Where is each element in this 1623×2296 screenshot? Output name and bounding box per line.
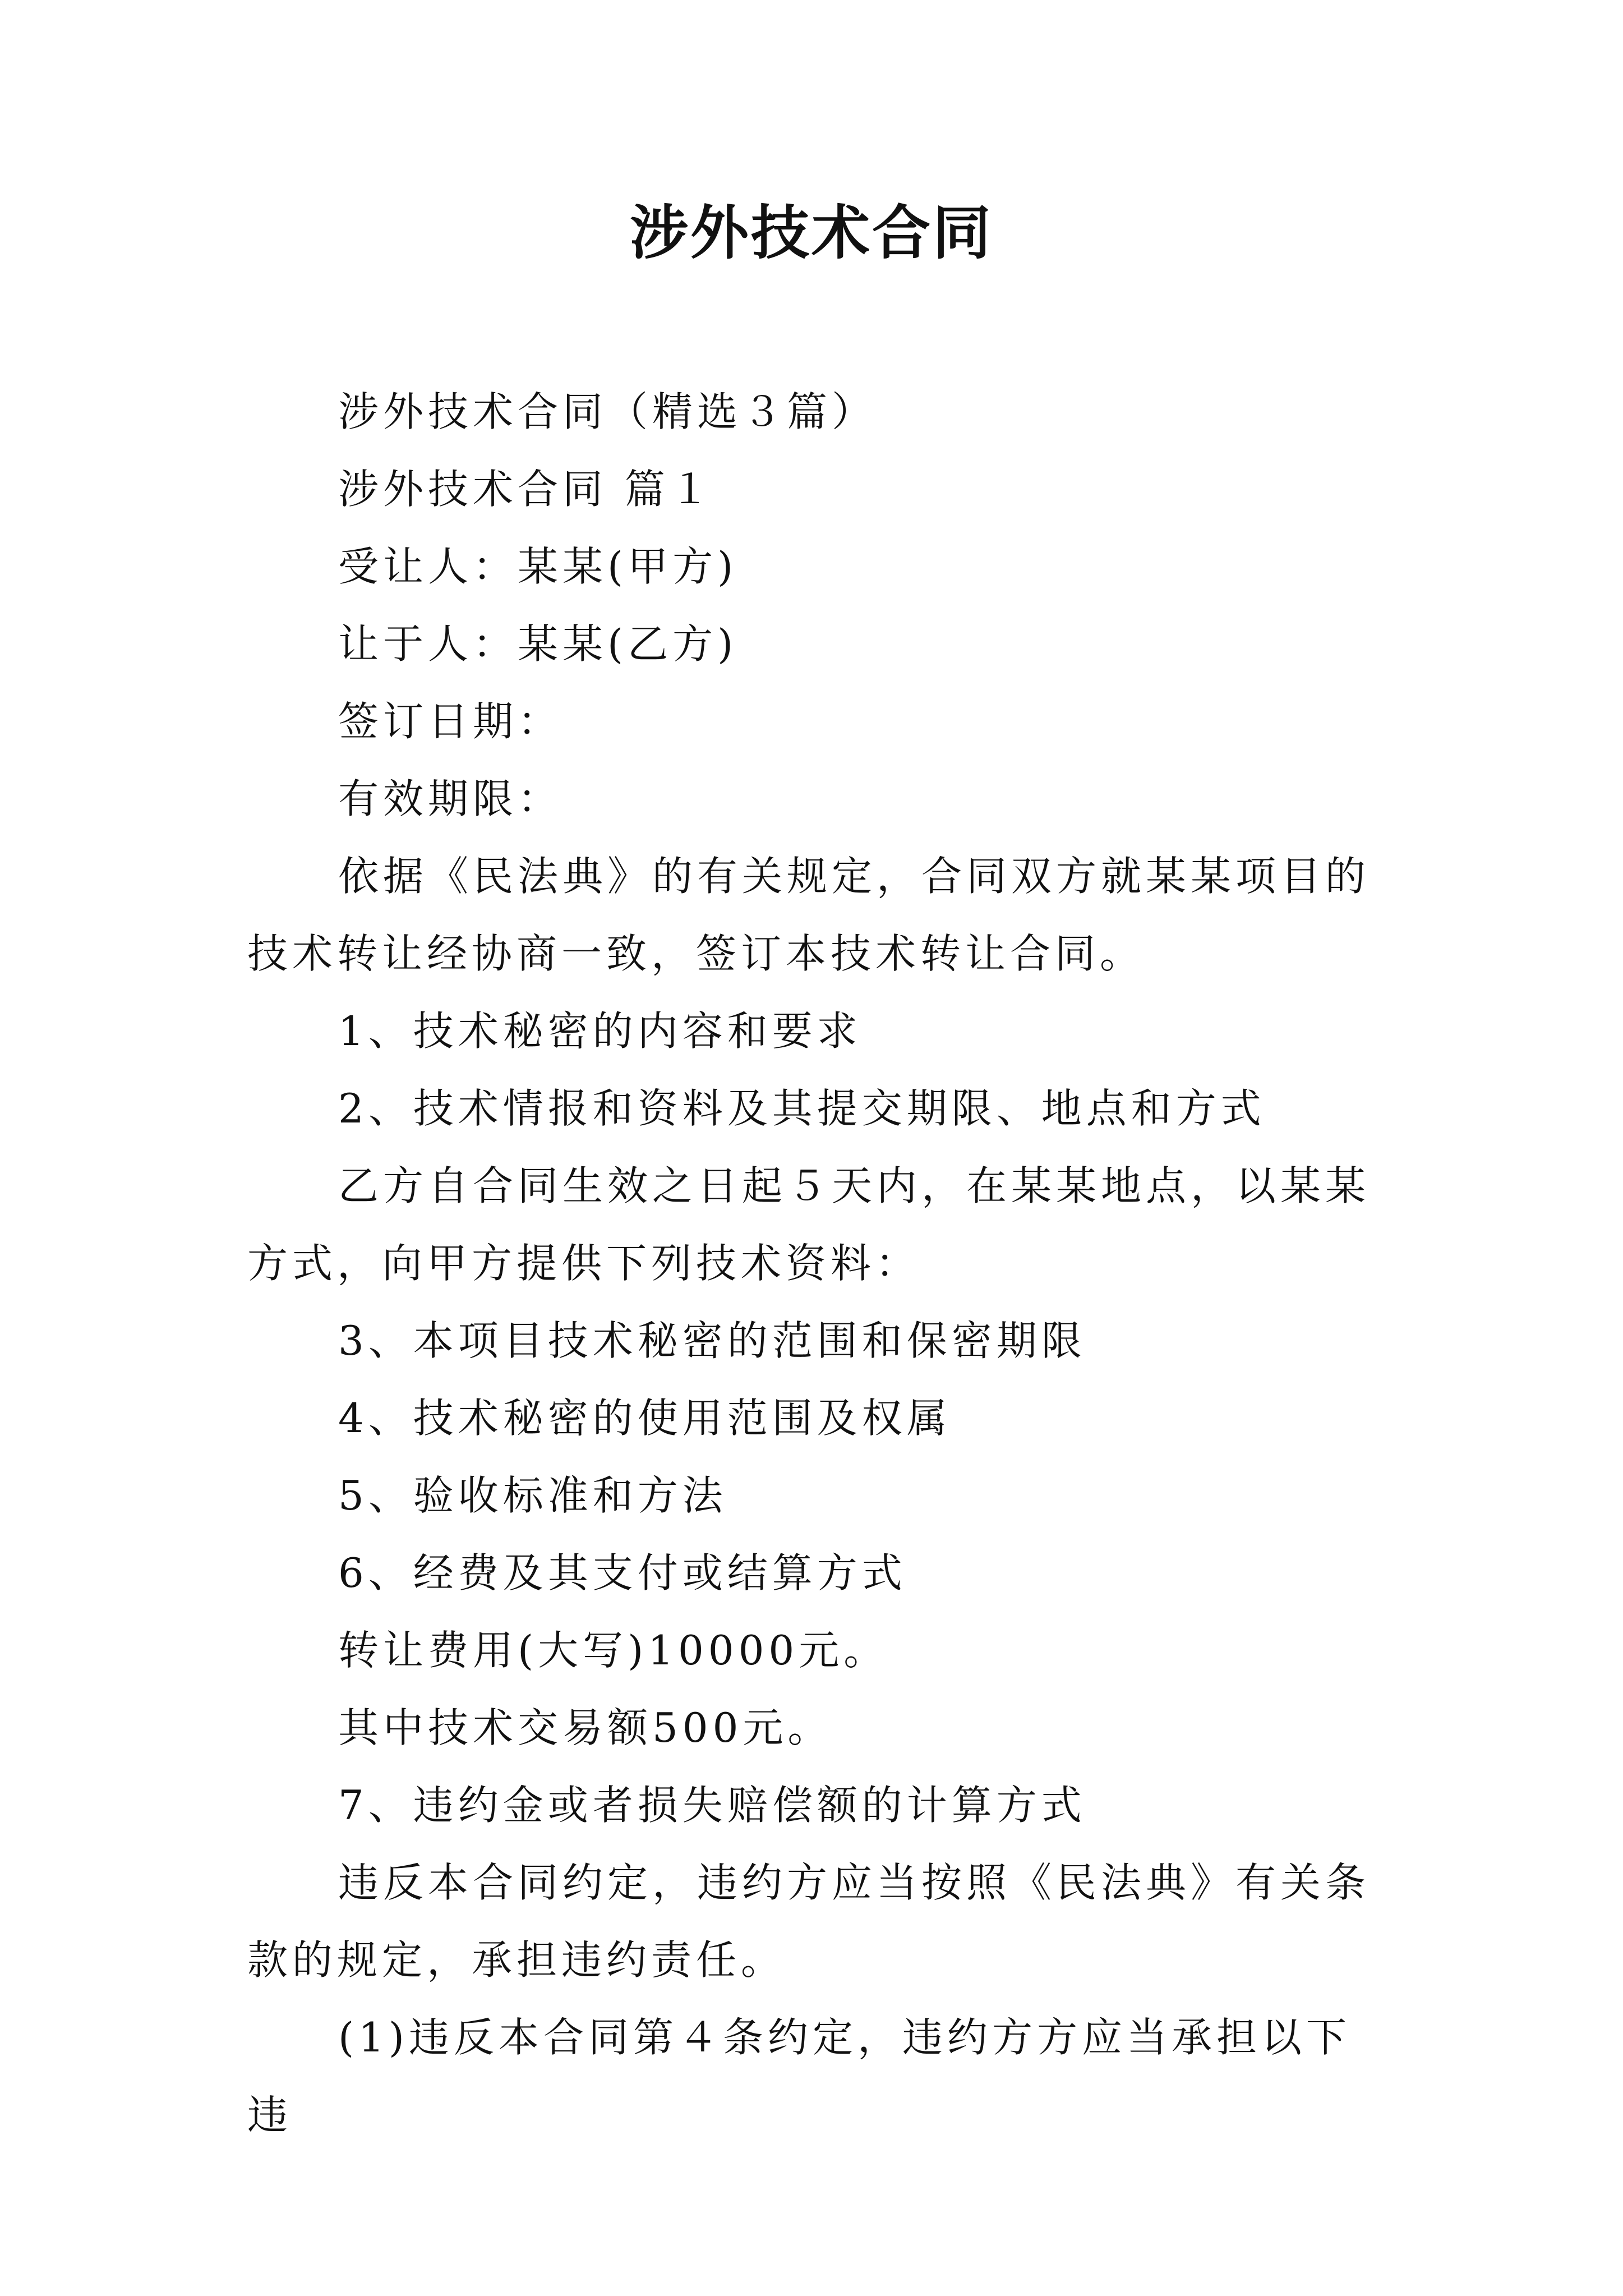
paragraph: 让于人：某某(乙方) [338,620,738,668]
paragraph: 乙方自合同生效之日起５天内，在某某地点，以某某方式，向甲方提供下列技术资料： [247,1162,1371,1287]
paragraph: 涉外技术合同（精选３篇） [338,388,877,435]
paragraph: 5、验收标准和方法 [338,1472,727,1519]
paragraph: 3、本项目技术秘密的范围和保密期限 [338,1317,1086,1364]
paragraph: (1)违反本合同第４条约定，违约方方应当承担以下违 [247,2014,1351,2138]
paragraph: 涉外技术合同 篇１ [338,466,714,513]
paragraph: 转让费用(大写)10000元。 [338,1627,889,1674]
paragraph: 违反本合同约定，违约方应当按照《民法典》有关条款的规定，承担违约责任。 [247,1859,1371,1984]
paragraph: 2、技术情报和资料及其提交期限、地点和方式 [338,1085,1266,1132]
paragraph: 签订日期： [338,698,563,745]
paragraph: 4、技术秘密的使用范围及权属 [338,1395,952,1442]
paragraph: 受让人：某某(甲方) [338,543,738,590]
paragraph: 7、违约金或者损失赔偿额的计算方式 [338,1782,1086,1829]
paragraph: 1、技术秘密的内容和要求 [338,1007,862,1055]
document-body [247,373,1380,2154]
paragraph: 6、经费及其支付或结算方式 [338,1549,907,1596]
paragraph: 依据《民法典》的有关规定，合同双方就某某项目的技术转让经协商一致，签订本技术转让合同。 [247,853,1371,977]
paragraph: 有效期限： [338,775,563,822]
paragraph: 其中技术交易额500元。 [338,1704,833,1751]
document-title: 涉外技术合同 [629,199,993,267]
